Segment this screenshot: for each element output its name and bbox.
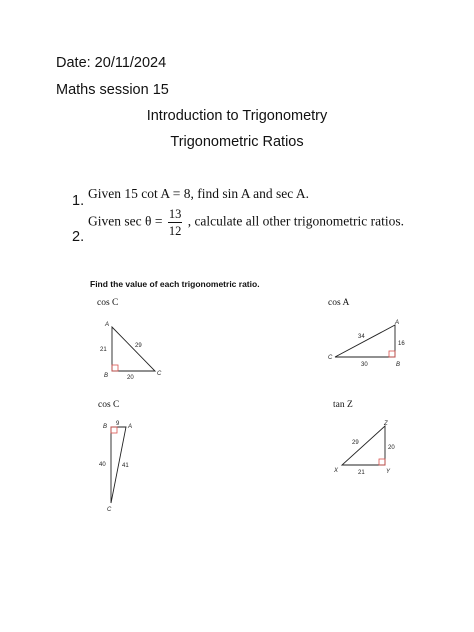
triangle-figure-2 [320,315,415,375]
side-label: 9 [116,421,120,427]
fraction-numerator: 13 [168,207,182,221]
side-label: 34 [358,334,365,340]
vertex-label: C [107,507,112,513]
side-label: 20 [388,445,395,451]
question-2-text [88,208,404,237]
vertex-label: B [396,362,401,368]
figure-2-label: cos A [328,298,350,308]
side-label: 40 [99,462,106,468]
vertex-label: A [128,424,133,430]
date-line: Date: 20/11/2024 [56,55,167,71]
vertex-label: C [328,355,333,361]
question-1-text: Given 15 cot A = 8, find sin A and sec A. [88,186,309,201]
session-line: Maths session 15 [56,82,169,98]
vertex-label: X [334,468,339,474]
question-2-prefix: Given sec θ = [88,213,163,229]
side-label: 29 [352,440,359,446]
vertex-label: Y [386,469,391,475]
question-2-fraction [168,208,183,237]
question-1-number: 1. [72,193,85,209]
side-label: 16 [398,341,405,347]
question-2-number: 2. [72,229,85,245]
vertex-label: B [103,424,108,430]
triangle-figure-1 [90,315,170,385]
side-label: 21 [100,347,107,353]
vertex-label: C [157,371,162,377]
side-label: 20 [127,375,134,381]
exercise-heading: Find the value of each trigonometric ratio. [90,279,260,289]
right-angle-marker [389,351,395,357]
page-title: Introduction to Trigonometry [146,108,328,124]
question-2-suffix: , calculate all other trigonometric ratios. [187,213,404,229]
vertex-label: A [105,322,110,328]
figure-1-label: cos C [97,298,119,308]
figure-3-label: cos C [98,400,120,410]
triangle-figure-4 [328,415,408,485]
side-label: 30 [361,362,368,368]
right-angle-marker [112,365,118,371]
vertex-label: A [395,320,400,326]
page-subtitle: Trigonometric Ratios [170,134,304,150]
side-label: 29 [135,343,142,349]
right-angle-marker [379,459,385,465]
figure-4-label: tan Z [333,400,353,410]
vertex-label: B [104,373,109,379]
vertex-label: Z [384,421,388,427]
side-label: 21 [358,470,365,476]
right-angle-marker [111,427,117,433]
triangle-figure-3 [90,415,150,515]
fraction-denominator: 12 [168,223,182,238]
side-label: 41 [122,463,129,469]
